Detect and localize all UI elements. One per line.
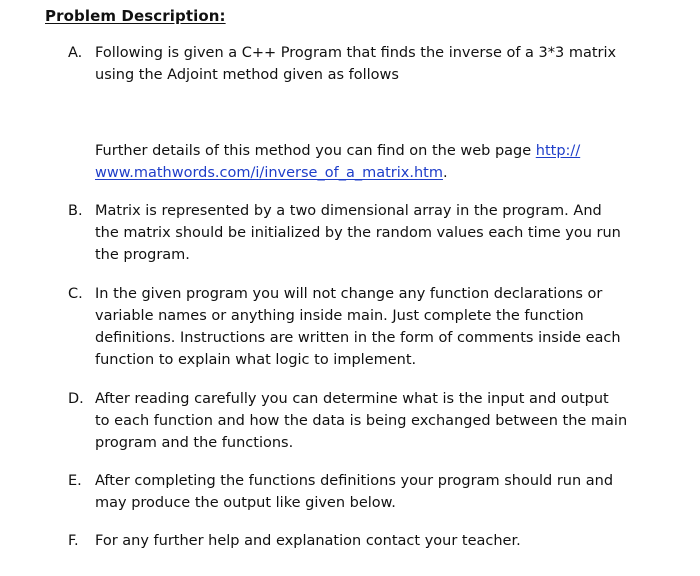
details-line-2 bbox=[95, 162, 675, 184]
item-letter: C. bbox=[68, 286, 83, 302]
details-line-1 bbox=[95, 140, 675, 162]
item-line: the matrix should be initialized by the random values each time you run bbox=[95, 225, 621, 241]
item-line: After reading carefully you can determine what is the input and output bbox=[95, 391, 609, 407]
details-text bbox=[95, 140, 675, 184]
item-line: the program. bbox=[95, 247, 190, 263]
item-line: function to explain what logic to implement. bbox=[95, 352, 417, 368]
item-letter: B. bbox=[68, 203, 83, 219]
item-line: variable names or anything inside main. Just complete the function bbox=[95, 308, 584, 324]
item-text bbox=[95, 200, 675, 266]
item-letter: E. bbox=[68, 473, 82, 489]
item-line: using the Adjoint method given as follows bbox=[95, 67, 399, 83]
item-letter: D. bbox=[68, 391, 84, 407]
item-text bbox=[95, 42, 675, 86]
item-line: definitions. Instructions are written in the form of comments inside each bbox=[95, 330, 621, 346]
item-text bbox=[95, 470, 675, 514]
item-text bbox=[95, 388, 675, 454]
item-line: For any further help and explanation contact your teacher. bbox=[95, 533, 521, 549]
item-line: Matrix is represented by a two dimensional array in the program. And bbox=[95, 203, 602, 219]
item-line: In the given program you will not change any function declarations or bbox=[95, 286, 603, 302]
item-line: After completing the functions definitions your program should run and bbox=[95, 473, 614, 489]
item-line: Following is given a C++ Program that finds the inverse of a 3*3 matrix bbox=[95, 45, 617, 61]
item-line: to each function and how the data is being exchanged between the main bbox=[95, 413, 628, 429]
item-text bbox=[95, 283, 675, 371]
item-line: program and the functions. bbox=[95, 435, 294, 451]
item-letter: A. bbox=[68, 45, 83, 61]
item-text bbox=[95, 530, 675, 552]
mathwords-link[interactable]: http:// bbox=[535, 143, 581, 159]
details-prefix: Further details of this method you can find on the web page bbox=[95, 143, 536, 159]
item-line: may produce the output like given below. bbox=[95, 495, 396, 511]
details-suffix: . bbox=[442, 165, 448, 181]
mathwords-link-continued[interactable]: www.mathwords.com/i/inverse_of_a_matrix.htm bbox=[95, 165, 443, 181]
item-letter: F. bbox=[68, 533, 79, 549]
page-title: Problem Description: bbox=[45, 7, 226, 25]
